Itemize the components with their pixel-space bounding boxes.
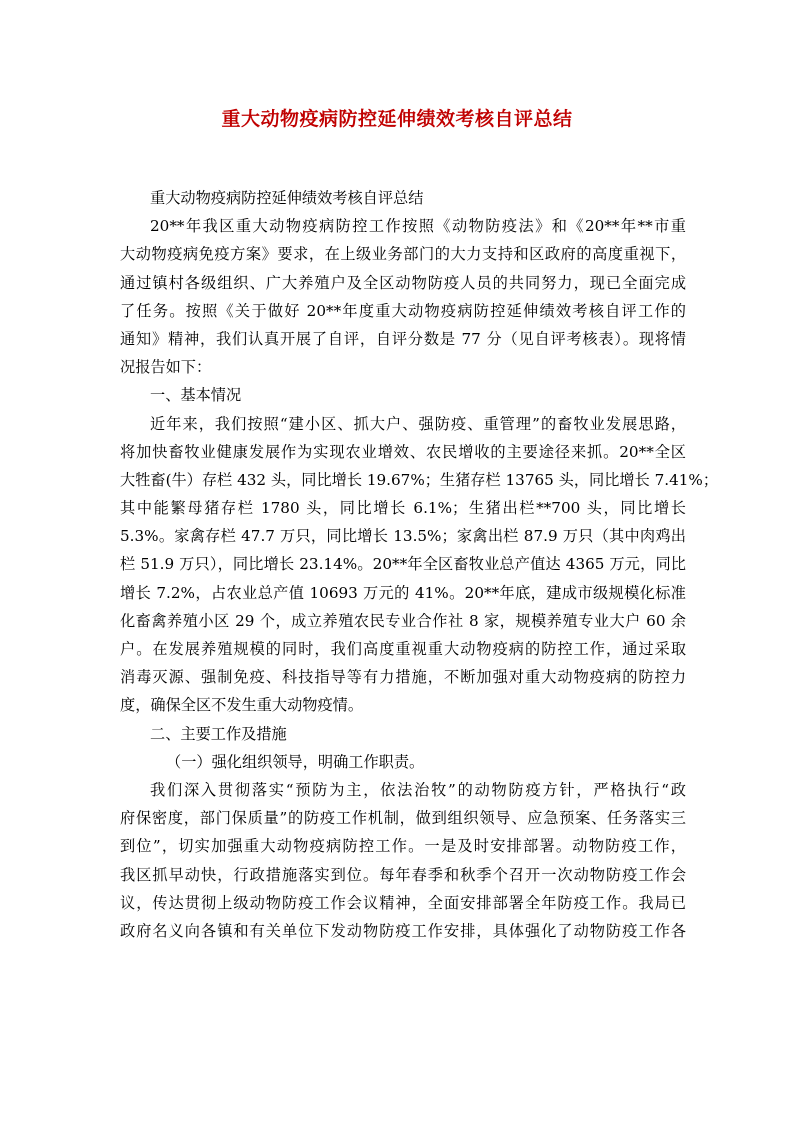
text-line: 消毒灭源、强制免疫、科技指导等有力措施，不断加强对重大动物疫病的防控力 [120, 668, 686, 687]
document-title: 重大动物疫病防控延伸绩效考核自评总结 [221, 108, 573, 130]
text-line: 大牲畜(牛）存栏 432 头，同比增长 19.67%；生猪存栏 13765 头，同比增长 7.41%； [120, 470, 719, 489]
text-line: （一）强化组织领导，明确工作职责。 [166, 752, 425, 771]
text-line: 户。在发展养殖规模的同时，我们高度重视重大动物疫病的防控工作，通过采取 [120, 640, 686, 658]
text-line: 将加快畜牧业健康发展作为实现农业增效、农民增收的主要途径来抓。20**全区 [120, 442, 686, 461]
text-line: 近年来，我们按照“建小区、抓大户、强防疫、重管理”的畜牧业发展思路， [150, 414, 686, 433]
text-line: 了任务。按照《关于做好 20**年度重大动物疫病防控延伸绩效考核自评工作的 [120, 301, 686, 320]
text-line: 到位”，切实加强重大动物疫病防控工作。一是及时安排部署。动物防疫工作， [120, 837, 686, 856]
text-line: 通过镇村各级组织、广大养殖户及全区动物防疫人员的共同努力，现已全面完成 [120, 273, 686, 292]
text-line: 其中能繁母猪存栏 1780 头，同比增长 6.1%；生猪出栏**700 头，同比增长 [120, 499, 686, 518]
text-line: 增长 7.2%，占农业总产值 10693 万元的 41%。20**年底，建成市级规模化标准 [120, 583, 686, 602]
text-line: 度，确保全区不发生重大动物疫情。 [120, 696, 363, 715]
text-line: 府保密度，部门保质量”的防疫工作机制，做到组织领导、应急预案、任务落实三 [120, 809, 686, 828]
text-line: 重大动物疫病防控延伸绩效考核自评总结 [150, 189, 424, 207]
text-line: 一、基本情况 [150, 386, 242, 405]
document-body [120, 184, 719, 945]
text-line: 大动物疫病免疫方案》要求，在上级业务部门的大力支持和区政府的高度重视下， [120, 245, 686, 264]
text-line: 5.3%。家禽存栏 47.7 万只，同比增长 13.5%；家禽出栏 87.9 万只（其中肉鸡出 [120, 527, 686, 546]
text-line: 化畜禽养殖小区 29 个，成立养殖农民专业合作社 8 家，规模养殖专业大户 60 余 [120, 611, 686, 630]
text-line: 议，传达贯彻上级动物防疫工作会议精神，全面安排部署全年防疫工作。我局已 [120, 893, 686, 912]
text-line: 况报告如下： [120, 358, 212, 377]
text-line: 栏 51.9 万只），同比增长 23.14%。20**年全区畜牧业总产值达 4365 万元，同比 [120, 555, 686, 574]
text-line: 我区抓早动快，行政措施落实到位。每年春季和秋季个召开一次动物防疫工作会 [120, 865, 686, 884]
text-line: 20**年我区重大动物疫病防控工作按照《动物防疫法》和《20**年**市重 [150, 217, 686, 236]
text-line: 二、主要工作及措施 [150, 724, 287, 743]
text-line: 政府名义向各镇和有关单位下发动物防疫工作安排，具体强化了动物防疫工作各 [120, 921, 686, 940]
text-line: 我们深入贯彻落实“预防为主，依法治牧”的动物防疫方针，严格执行“政 [150, 780, 686, 799]
text-line: 通知》精神，我们认真开展了自评，自评分数是 77 分（见自评考核表）。现将情 [120, 329, 686, 348]
